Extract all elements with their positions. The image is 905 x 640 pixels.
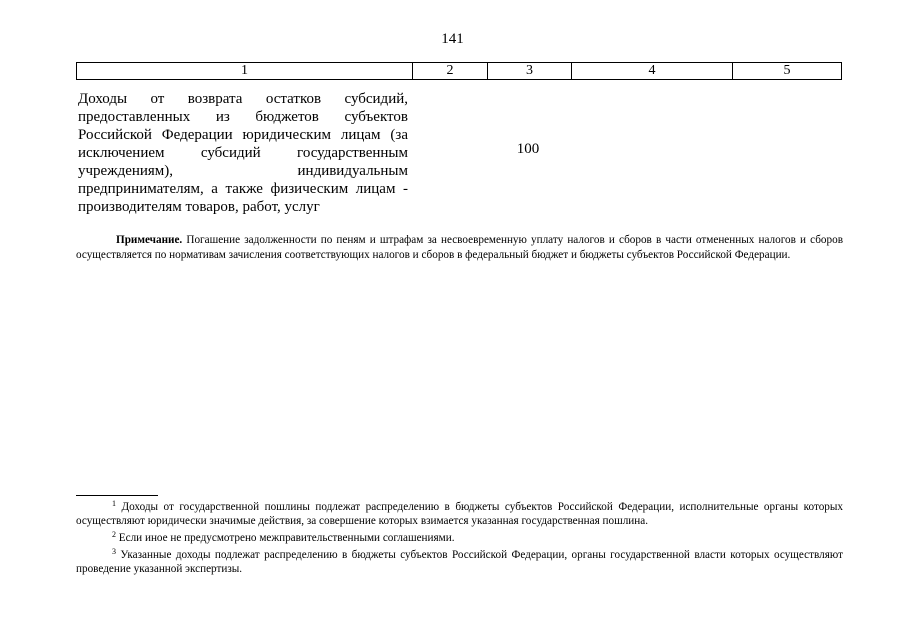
footnote-text: Если иное не предусмотрено межправительственными соглашениями. — [116, 532, 455, 544]
column-header-3: 3 — [488, 63, 572, 80]
footnote-text: Доходы от государственной пошлины подлежат распределению в бюджеты субъектов Российской Федерации, исполнительные органы которых осуществляют юридически значимые действия, за совершение которых взимается указанная государственная пошлина. — [76, 501, 843, 527]
note-paragraph — [76, 233, 843, 262]
income-item-value: 100 — [516, 141, 540, 157]
footnote-mark: 3 — [112, 547, 116, 556]
column-header-4: 4 — [572, 63, 733, 80]
note-text: Погашение задолженности по пеням и штрафам за несвоевременную уплату налогов и сборов в части отмененных налогов и сборов осуществляется по нормативам зачисления соответствующих налогов и сборов в федеральный бюджет и бюджеты субъектов Российской Федерации. — [76, 234, 843, 261]
column-header-2: 2 — [413, 63, 488, 80]
footnote-mark: 2 — [112, 530, 116, 539]
footnote-text: Указанные доходы подлежат распределению в бюджеты субъектов Российской Федерации, органы государственной власти которых осуществляют проведение указанной экспертизы. — [76, 549, 843, 575]
footnote-mark: 1 — [112, 499, 116, 508]
footnote-separator — [76, 495, 158, 496]
page-number: 141 — [441, 31, 464, 47]
footnote-2 — [76, 528, 843, 545]
note-label: Примечание. — [116, 234, 183, 246]
table-header — [76, 62, 842, 80]
column-header-1: 1 — [77, 63, 413, 80]
footnote-1 — [76, 497, 843, 528]
header-row — [77, 63, 842, 80]
footnote-3 — [76, 545, 843, 576]
column-header-5: 5 — [733, 63, 842, 80]
footnotes — [76, 497, 843, 576]
income-item-description: Доходы от возврата остатков субсидий, предоставленных из бюджетов субъектов Российской Федерации юридическим лицам (за исключением субсидий государственным учреждениям), индивидуальным предпринимателям, а также физическим лицам - производителям товаров, работ, услуг — [78, 91, 408, 215]
